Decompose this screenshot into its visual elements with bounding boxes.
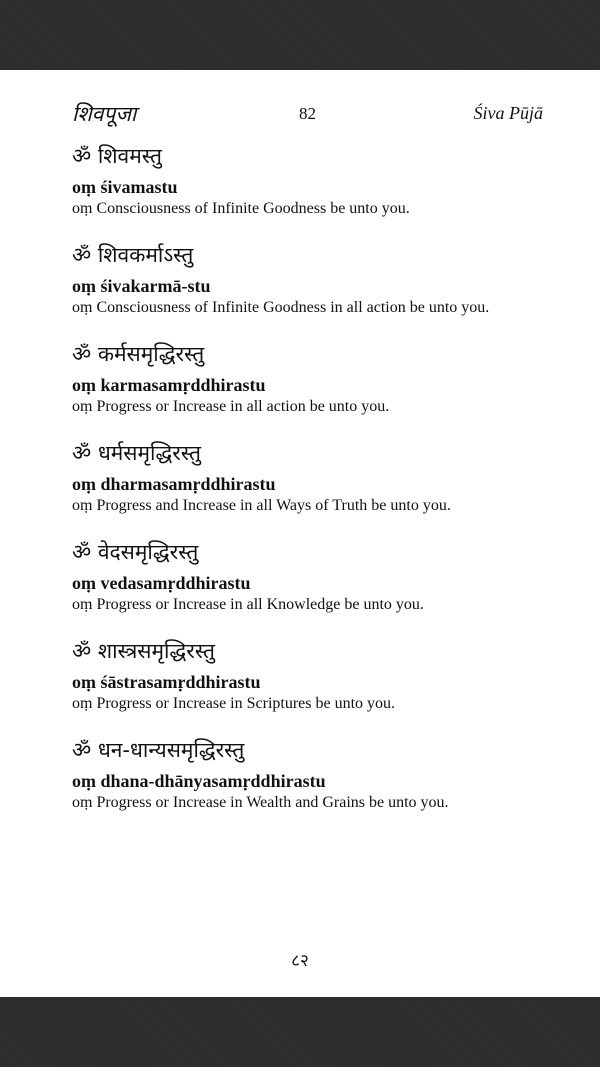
header-title-devanagari: शिवपूजा [72, 102, 137, 126]
mantra-transliteration: oṃ dharmasamṛddhirastu [72, 474, 276, 494]
mantra-sanskrit: ॐ धर्मसमृद्धिरस्तु [72, 441, 201, 465]
mantra-transliteration: oṃ karmasamṛddhirastu [72, 375, 266, 395]
mantra-sanskrit: ॐ शास्त्रसमृद्धिरस्तु [72, 639, 216, 663]
top-bar [0, 0, 600, 70]
mantra-entry [72, 142, 560, 220]
mantra-sanskrit: ॐ धन-धान्यसमृद्धिरस्तु [72, 738, 245, 762]
mantra-meaning: oṃ Consciousness of Infinite Goodness be unto you. [72, 200, 410, 217]
mantra-sanskrit: ॐ कर्मसमृद्धिरस्तु [72, 342, 205, 366]
page-header [72, 100, 543, 130]
mantra-entry [72, 439, 560, 517]
mantra-entry [72, 637, 560, 715]
bottom-bar [0, 997, 600, 1067]
mantra-entry [72, 538, 560, 616]
mantra-sanskrit: ॐ शिवमस्तु [72, 144, 162, 168]
mantra-transliteration: oṃ śāstrasamṛddhirastu [72, 672, 261, 692]
mantra-sanskrit: ॐ शिवकर्माऽस्तु [72, 243, 194, 267]
mantra-entry [72, 241, 560, 319]
mantra-meaning: oṃ Progress or Increase in all action be unto you. [72, 398, 390, 415]
header-page-number: 82 [299, 104, 316, 123]
mantra-entry [72, 736, 560, 814]
mantra-list [72, 142, 560, 835]
mantra-entry [72, 340, 560, 418]
mantra-meaning: oṃ Progress and Increase in all Ways of Truth be unto you. [72, 497, 451, 514]
mantra-transliteration: oṃ śivakarmā-stu [72, 276, 211, 296]
header-title-roman: Śiva Pūjā [473, 103, 543, 123]
mantra-meaning: oṃ Consciousness of Infinite Goodness in all action be unto you. [72, 299, 490, 316]
mantra-transliteration: oṃ vedasamṛddhirastu [72, 573, 251, 593]
footer-page-number: ८२ [291, 951, 309, 971]
mantra-sanskrit: ॐ वेदसमृद्धिरस्तु [72, 540, 199, 564]
mantra-meaning: oṃ Progress or Increase in Scriptures be unto you. [72, 695, 396, 712]
mantra-transliteration: oṃ dhana-dhānyasamṛddhirastu [72, 771, 326, 791]
mantra-meaning: oṃ Progress or Increase in Wealth and Grains be unto you. [72, 794, 449, 811]
book-page [0, 70, 600, 997]
mantra-meaning: oṃ Progress or Increase in all Knowledge be unto you. [72, 596, 424, 613]
mantra-transliteration: oṃ śivamastu [72, 177, 178, 197]
